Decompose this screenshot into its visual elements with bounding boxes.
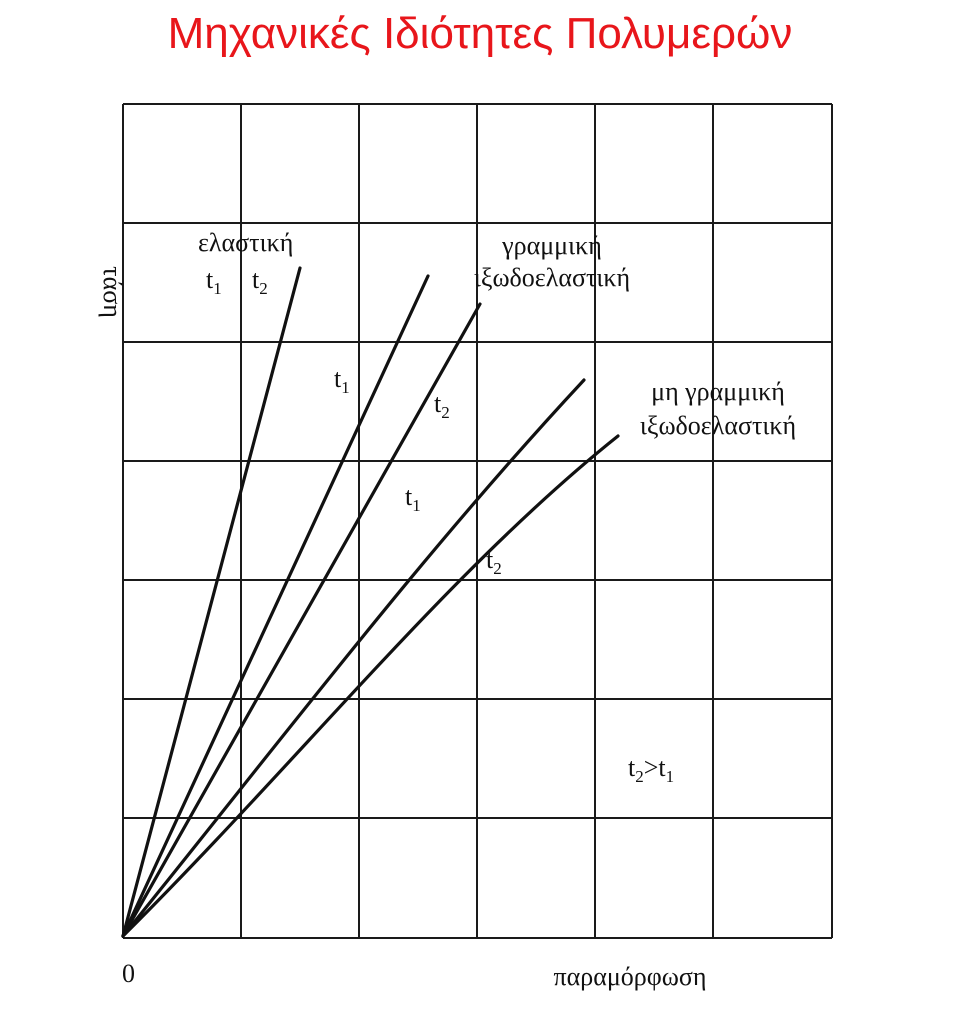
linear-ve-label-line1: γραμμική <box>502 231 602 260</box>
nonlinear-ve-label-line1: μη γραμμική <box>651 377 785 406</box>
time-label-sub: 2 <box>259 279 268 298</box>
nonlinear-ve-label-line2: ιξωδοελαστική <box>639 411 797 440</box>
relation-right-sub: 1 <box>665 767 675 786</box>
origin-label: 0 <box>122 959 135 988</box>
y-axis-label: τάση <box>98 266 127 318</box>
x-axis-label: παραμόρφωση <box>553 962 707 991</box>
elastic-label: ελαστική <box>198 228 294 257</box>
relation-operator: > <box>643 753 659 782</box>
linear-ve-label-line2: ιξωδοελαστική <box>473 263 631 292</box>
relation-left-sub: 2 <box>635 767 644 786</box>
time-label-t: t <box>486 545 494 574</box>
time-label-t: t <box>334 364 342 393</box>
time-label-sub: 1 <box>341 378 350 397</box>
time-label-t: t <box>252 265 260 294</box>
time-label-sub: 2 <box>493 559 502 578</box>
relation-left: t <box>628 753 636 782</box>
time-label-sub: 1 <box>412 496 421 515</box>
slide-title: Μηχανικές Ιδιότητες Πολυμερών <box>167 9 793 58</box>
time-label-t: t <box>434 389 442 418</box>
background-ghost-text <box>0 58 960 1016</box>
time-label-t: t <box>206 265 214 294</box>
time-label-sub: 1 <box>213 279 222 298</box>
relation-right: t <box>658 753 666 782</box>
time-label-sub: 2 <box>441 403 450 422</box>
time-label-t: t <box>405 482 413 511</box>
